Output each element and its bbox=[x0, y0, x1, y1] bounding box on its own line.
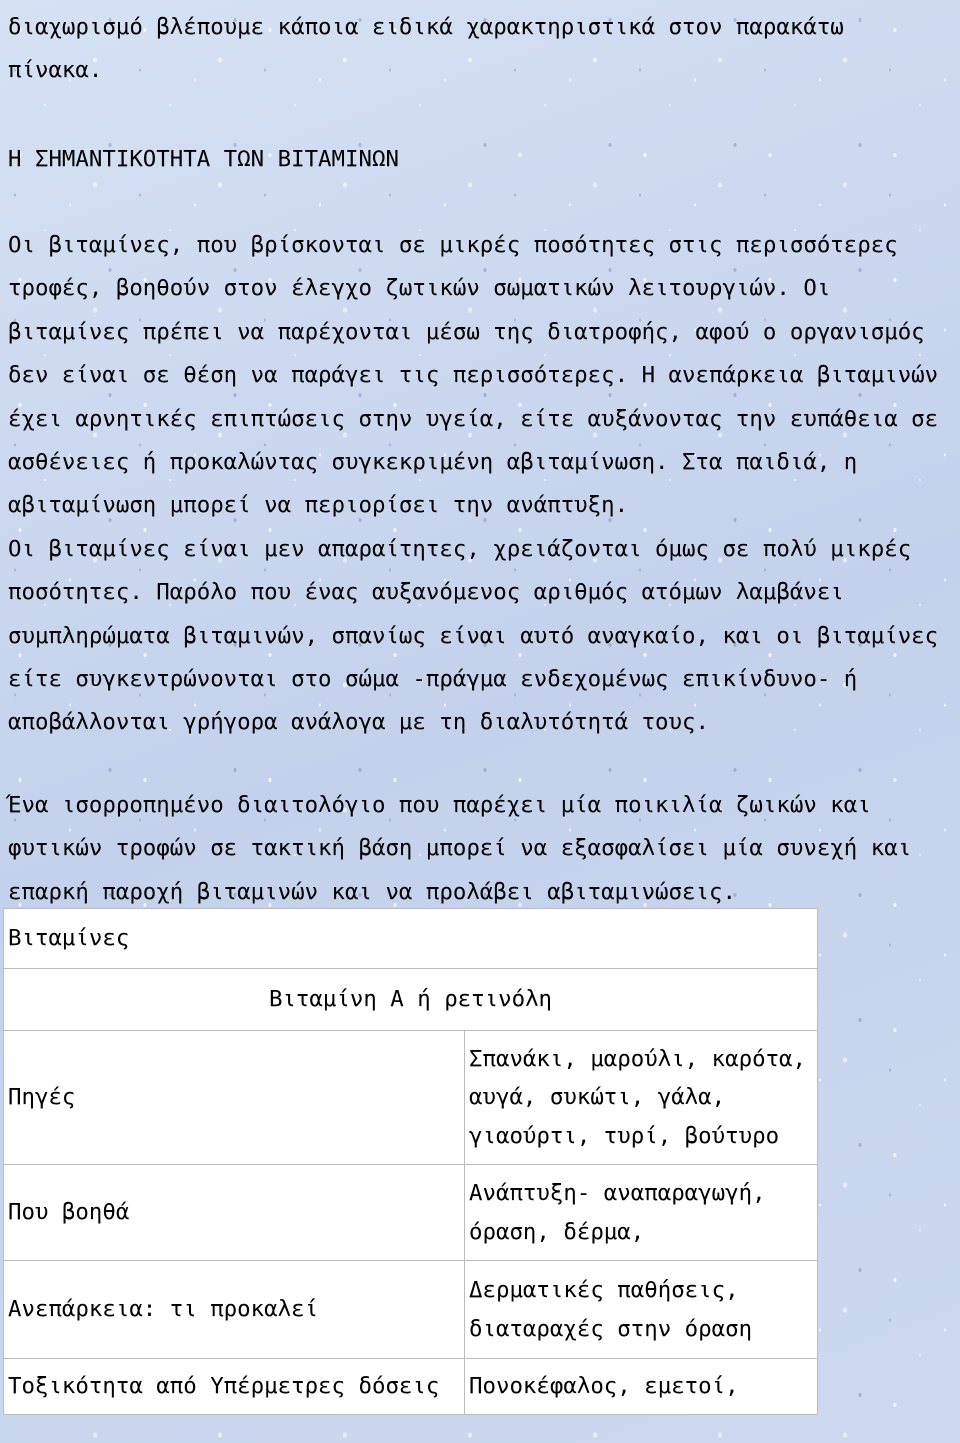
table-row bbox=[4, 1031, 818, 1165]
paragraph-importance: Οι βιταμίνες, που βρίσκονται σε μικρές ποσότητες στις περισσότερες τροφές, βοηθούν στον έλεγχο ζωτικών σωματικών λειτουργιών. Οι βιταμίνες πρέπει να παρέχονται μέσω της διατροφής, αφού ο οργανισμός δεν είναι σε θέση να παράγει τις περισσότερες. Η ανεπάρκεια βιταμινών έχει αρνητικές επιπτώσεις στην υγεία, είτε αυξάνοντας την ευπάθεια σε ασθένειες ή προκαλώντας συγκεκριμένη αβιταμίνωση. Στα παιδιά, η αβιταμίνωση μπορεί να περιορίσει την ανάπτυξη. Οι βιταμίνες είναι μεν απαραίτητες, χρειάζονται όμως σε πολύ μικρές ποσότητες. Παρόλο που ένας αυξανόμενος αριθμός ατόμων λαμβάνει συμπληρώματα βιταμινών, σπανίως είναι αυτό αναγκαίο, και οι βιταμίνες είτε συγκεντρώνονται στο σώμα -πράγμα ενδεχομένως επικίνδυνο- ή αποβάλλονται γρήγορα ανάλογα με τη διαλυτότητά τους. bbox=[8, 232, 939, 736]
row-label-deficiency: Ανεπάρκεια: τι προκαλεί bbox=[4, 1261, 465, 1359]
section-heading: Η ΣΗΜΑΝΤΙΚΟΤΗΤΑ ΤΩΝ ΒΙΤΑΜΙΝΩΝ bbox=[8, 146, 399, 172]
row-label-sources: Πηγές bbox=[4, 1031, 465, 1165]
row-label-helps: Που βοηθά bbox=[4, 1165, 465, 1261]
row-label-toxicity: Τοξικότητα από Υπέρμετρες δόσεις bbox=[4, 1359, 465, 1415]
row-value-toxicity: Πονοκέφαλος, εμετοί, bbox=[465, 1359, 818, 1415]
table-row bbox=[4, 1261, 818, 1359]
row-value-deficiency: Δερματικές παθήσεις, διαταραχές στην όραση bbox=[465, 1261, 818, 1359]
table-row bbox=[4, 1165, 818, 1261]
paragraph-balanced-diet: Ένα ισορροπημένο διαιτολόγιο που παρέχει μία ποικιλία ζωικών και φυτικών τροφών σε τακτική βάση μπορεί να εξασφαλίσει μία συνεχή και επαρκή παροχή βιταμινών και να προλάβει αβιταμινώσεις. bbox=[8, 792, 912, 905]
vitamin-table bbox=[3, 908, 818, 1415]
row-value-helps: Ανάπτυξη- αναπαραγωγή, όραση, δέρμα, bbox=[465, 1165, 818, 1261]
row-value-sources: Σπανάκι, μαρούλι, καρότα, αυγά, συκώτι, γάλα, γιαούρτι, τυρί, βούτυρο bbox=[465, 1031, 818, 1165]
table-header-vitamins: Βιταμίνες bbox=[4, 909, 818, 969]
table-row bbox=[4, 1359, 818, 1415]
table-subheader-vitamin-a: Βιταμίνη Α ή ρετινόλη bbox=[4, 969, 818, 1031]
intro-text: διαχωρισμό βλέπουμε κάποια ειδικά χαρακτηριστικά στον παρακάτω πίνακα. bbox=[8, 14, 844, 84]
